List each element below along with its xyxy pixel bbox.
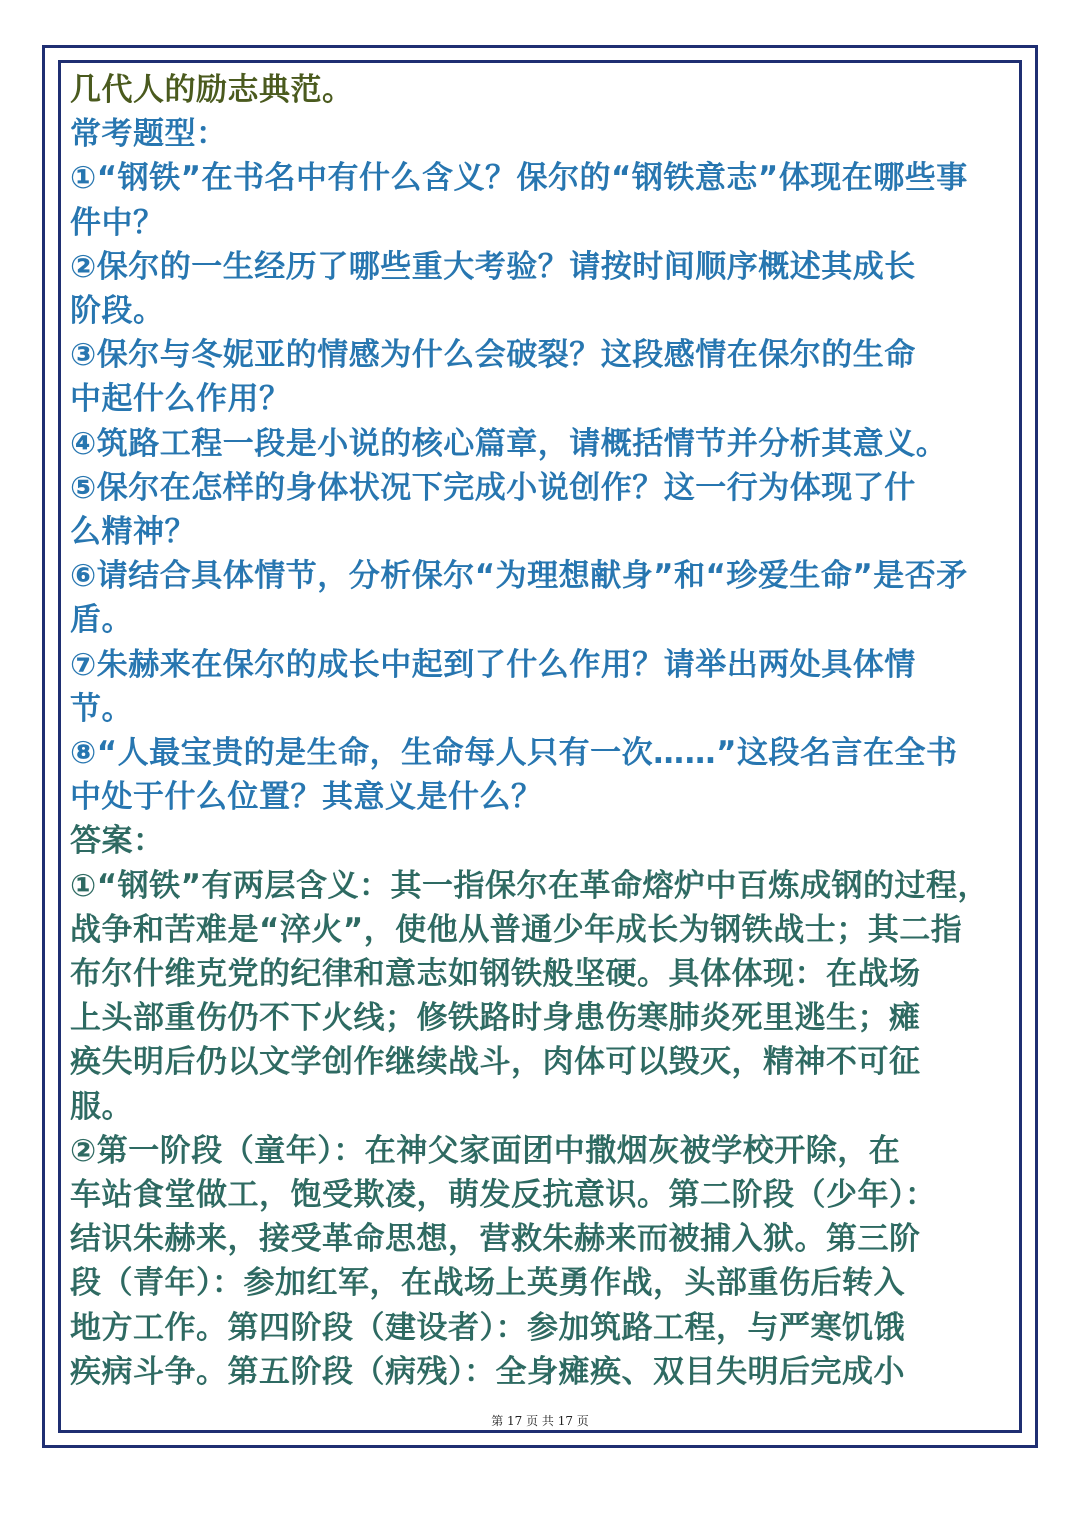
text-line: ⑦朱赫来在保尔的成长中起到了什么作用？请举出两处具体情 — [70, 646, 916, 683]
text-line: ①“钢铁”有两层含义：其一指保尔在革命熔炉中百炼成钢的过程， — [70, 867, 989, 904]
section-heading-question-types: 常考题型： — [70, 116, 228, 153]
text-line: 车站食堂做工，饱受欺凌，萌发反抗意识。第二阶段（少年）： — [70, 1177, 937, 1214]
text-line: 服。 — [70, 1088, 133, 1125]
page-number: 第 17 页 共 17 页 — [491, 1414, 589, 1428]
text-line: ⑧“人最宝贵的是生命，生命每人只有一次……”这段名言在全书 — [70, 735, 958, 772]
text-line: ⑤保尔在怎样的身体状况下完成小说创作？这一行为体现了什 — [70, 469, 916, 506]
text-line: ①“钢铁”在书名中有什么含义？保尔的“钢铁意志”体现在哪些事 — [70, 160, 968, 197]
text-line: 么精神？ — [70, 514, 196, 551]
text-line: ②保尔的一生经历了哪些重大考验？请按时间顺序概述其成长 — [70, 248, 916, 285]
text-line: ⑥请结合具体情节，分析保尔“为理想献身”和“珍爱生命”是否矛 — [70, 558, 968, 595]
text-line: 件中？ — [70, 204, 165, 241]
text-line: 中起什么作用？ — [70, 381, 291, 418]
text-line: 布尔什维克党的纪律和意志如钢铁般坚硬。具体体现：在战场 — [70, 956, 921, 993]
text-line: 上头部重伤仍不下火线；修铁路时身患伤寒肺炎死里逃生；瘫 — [70, 1000, 921, 1037]
text-line: 阶段。 — [70, 293, 165, 330]
text-line: 节。 — [70, 690, 133, 727]
text-line: 结识朱赫来，接受革命思想，营救朱赫来而被捕入狱。第三阶 — [70, 1221, 921, 1258]
page-body — [70, 68, 1016, 1394]
text-line: ③保尔与冬妮亚的情感为什么会破裂？这段感情在保尔的生命 — [70, 337, 916, 374]
text-line: ④筑路工程一段是小说的核心篇章，请概括情节并分析其意义。 — [70, 425, 948, 462]
text-line: 战争和苦难是“淬火”，使他从普通少年成长为钢铁战士；其二指 — [70, 911, 963, 948]
text-line: 盾。 — [70, 602, 133, 639]
text-line: 中处于什么位置？其意义是什么？ — [70, 779, 543, 816]
text-line: ②第一阶段（童年）：在神父家面团中撒烟灰被学校开除，在 — [70, 1132, 901, 1169]
text-line: 疾病斗争。第五阶段（病残）：全身瘫痪、双目失明后完成小 — [70, 1353, 905, 1390]
text-line: 痪失明后仍以文学创作继续战斗，肉体可以毁灭，精神不可征 — [70, 1044, 921, 1081]
section-heading-answers: 答案： — [70, 823, 165, 860]
text-line: 地方工作。第四阶段（建设者）：参加筑路工程，与严寒饥饿 — [70, 1309, 905, 1346]
text-line: 几代人的励志典范。 — [70, 72, 354, 108]
text-line: 段（青年）：参加红军，在战场上英勇作战，头部重伤后转入 — [70, 1265, 905, 1302]
